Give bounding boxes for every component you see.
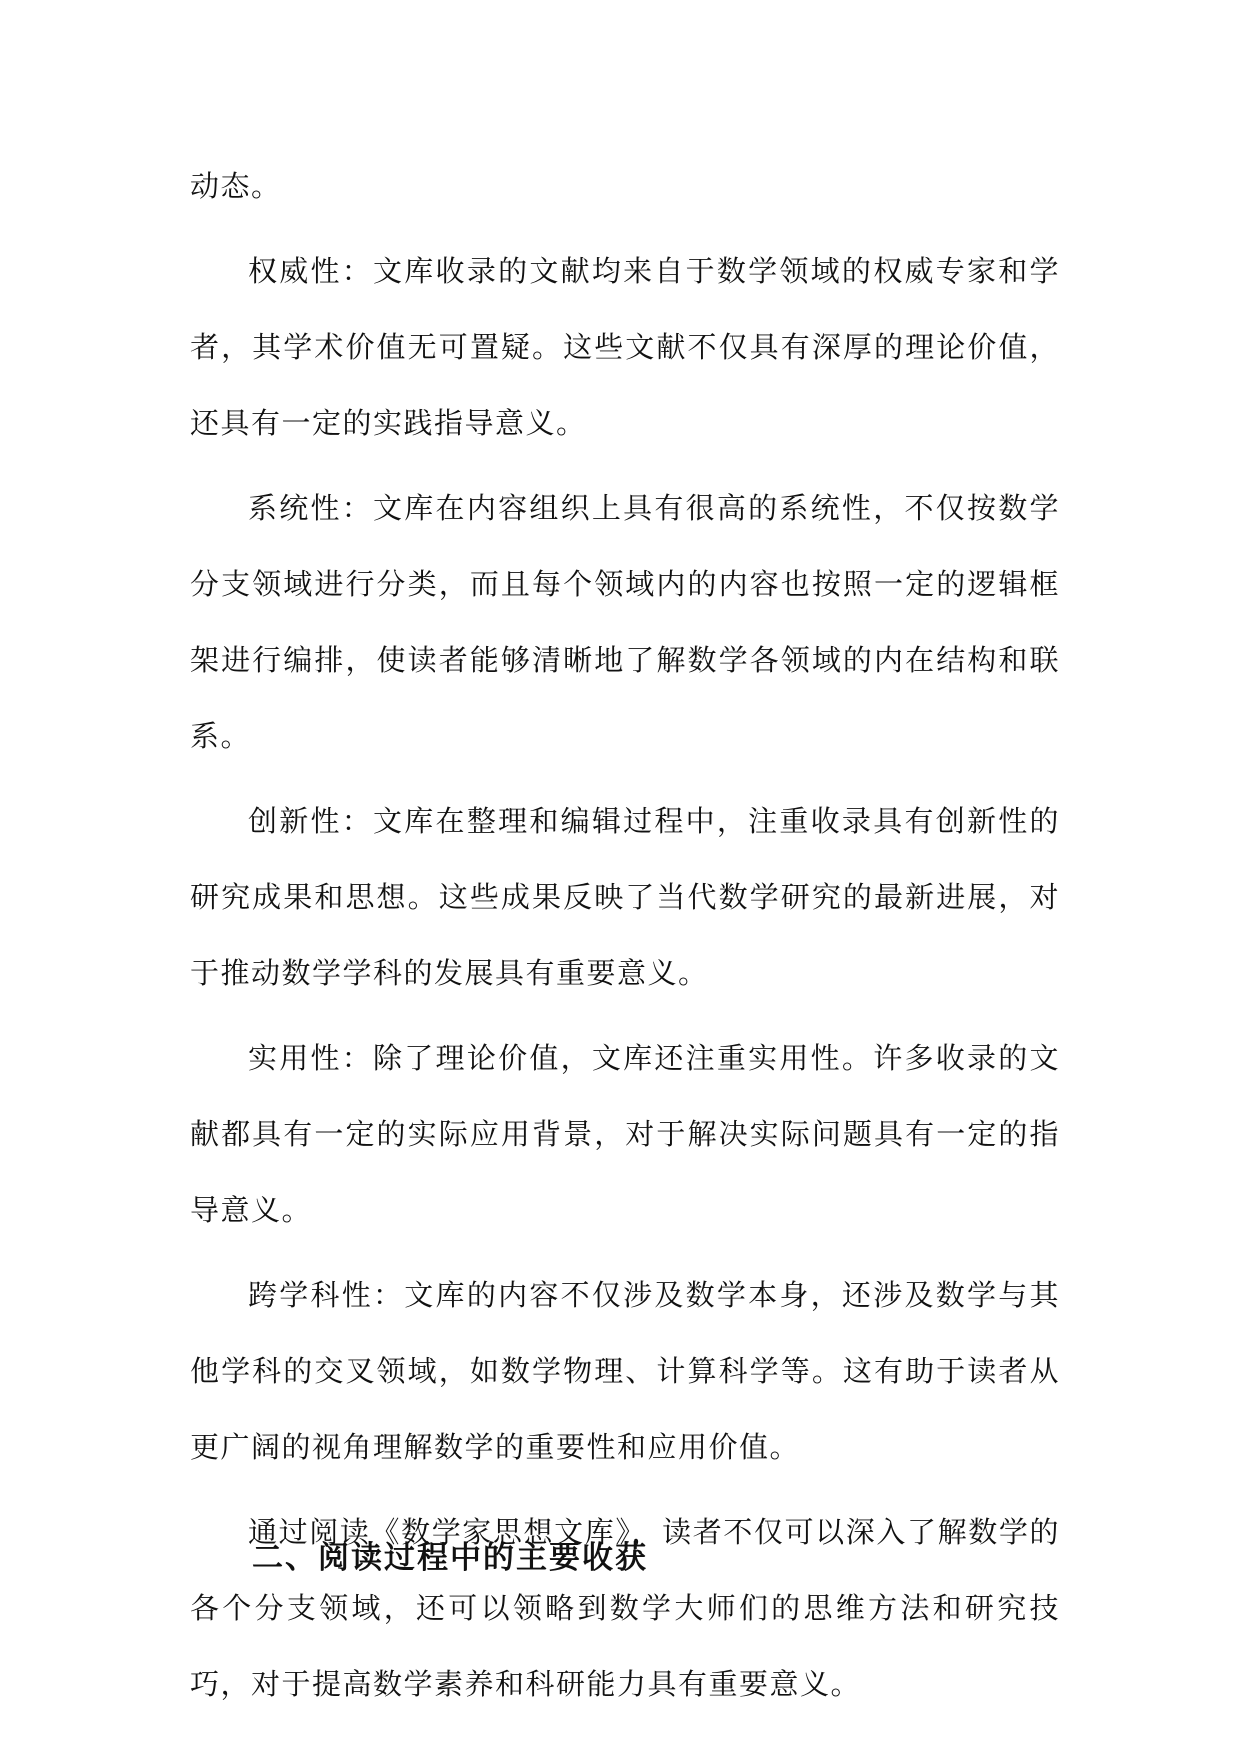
paragraph-authority: 权威性：文库收录的文献均来自于数学领域的权威专家和学者，其学术价值无可置疑。这些文献不仅具有深厚的理论价值，还具有一定的实践指导意义。 (190, 254, 1060, 440)
paragraph-conclusion: 通过阅读《数学家思想文库》，读者不仅可以深入了解数学的各个分支领域，还可以领略到数学大师们的思维方法和研究技巧，对于提高数学素养和科研能力具有重要意义。 (190, 1515, 1060, 1701)
paragraph-interdisciplinary: 跨学科性：文库的内容不仅涉及数学本身，还涉及数学与其他学科的交叉领域，如数学物理、计算科学等。这有助于读者从更广阔的视角理解数学的重要性和应用价值。 (190, 1278, 1060, 1464)
body-text (190, 148, 1060, 1731)
paragraph-practicality: 实用性：除了理论价值，文库还注重实用性。许多收录的文献都具有一定的实际应用背景，对于解决实际问题具有一定的指导意义。 (190, 1041, 1060, 1227)
paragraph-innovation: 创新性：文库在整理和编辑过程中，注重收录具有创新性的研究成果和思想。这些成果反映了当代数学研究的最新进展，对于推动数学学科的发展具有重要意义。 (190, 804, 1060, 990)
paragraph-systematic: 系统性：文库在内容组织上具有很高的系统性，不仅按数学分支领域进行分类，而且每个领域内的内容也按照一定的逻辑框架进行编排，使读者能够清晰地了解数学各领域的内在结构和联系。 (190, 491, 1060, 753)
paragraph-continuation: 动态。 (190, 169, 282, 203)
section-heading: 二、阅读过程中的主要收获 (252, 1540, 648, 1576)
